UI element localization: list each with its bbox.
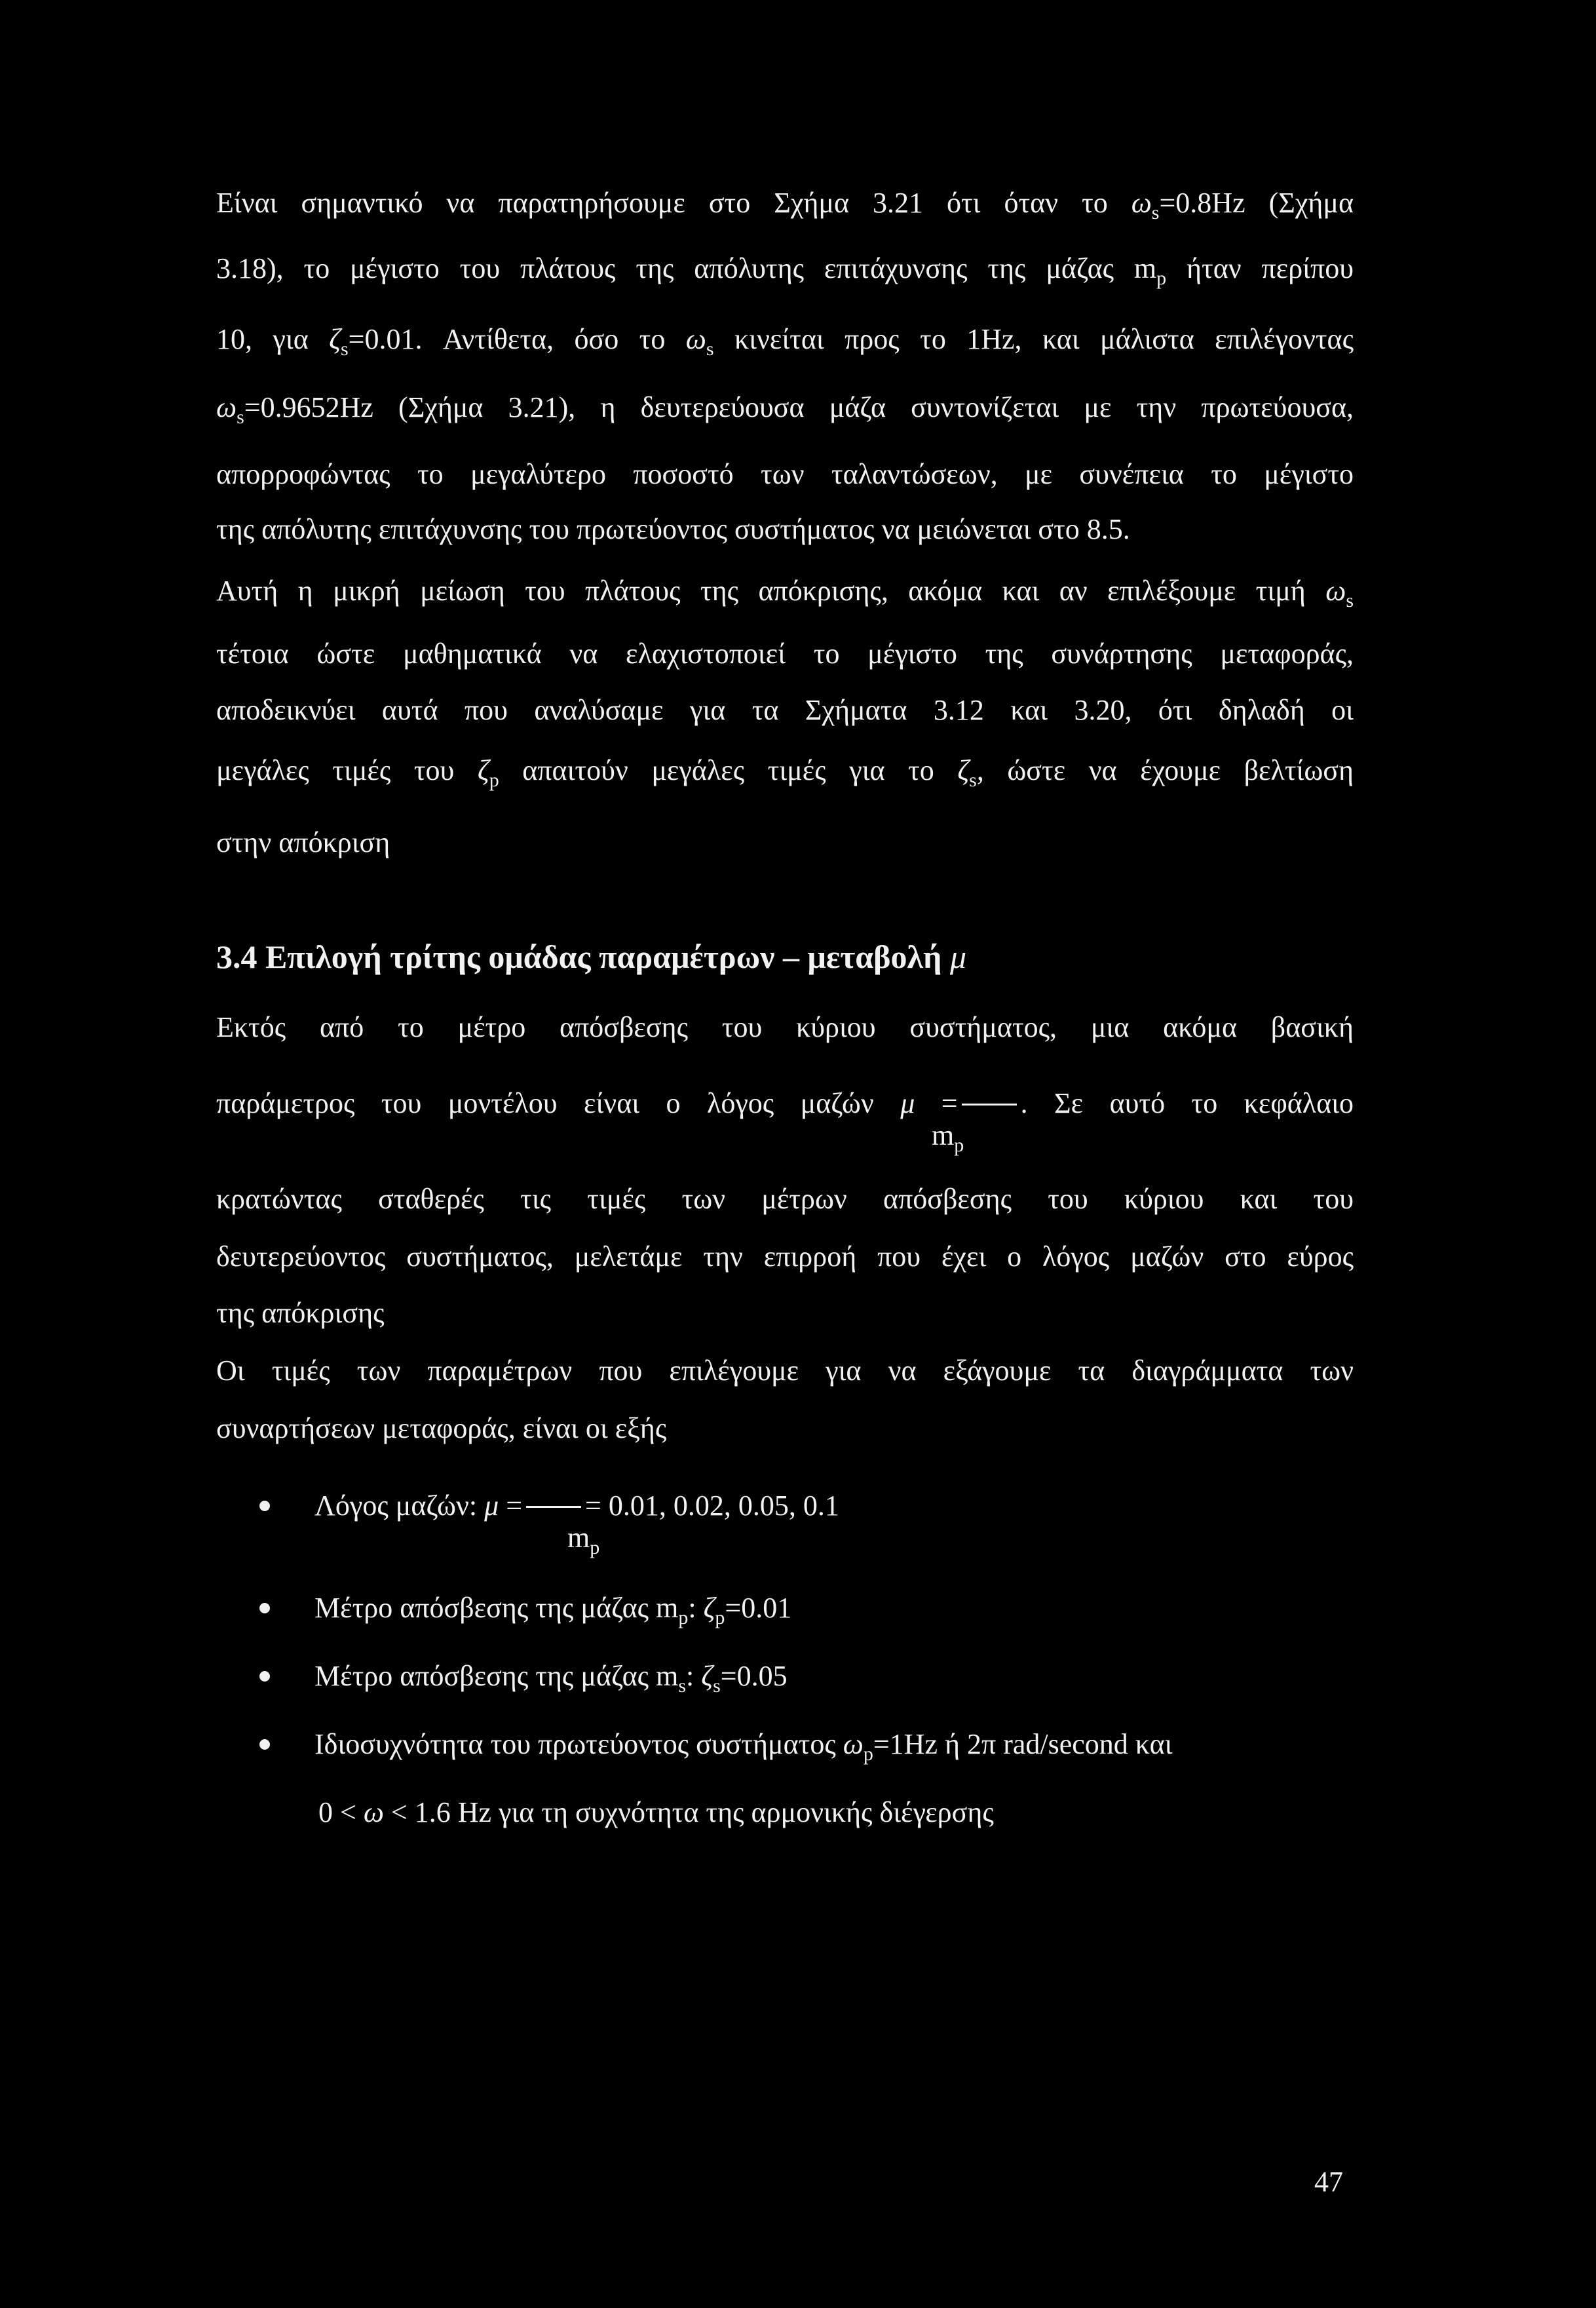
omega-symbol: ω xyxy=(1325,575,1346,607)
text-segment: =0.01. Αντίθετα, όσο το xyxy=(348,323,666,355)
text-segment: : xyxy=(688,1592,696,1624)
text-segment: . Σε αυτό το κεφάλαιο xyxy=(1020,1087,1354,1119)
subscript: s xyxy=(706,338,714,360)
text-segment: , ώστε να έχουμε βελτίωση xyxy=(976,754,1354,786)
text-segment: = 0.01, 0.02, 0.05, 0.1 xyxy=(585,1490,839,1522)
fraction-denominator xyxy=(932,1119,964,1155)
text-segment: κινείται προς το 1Hz, και μάλιστα επιλέγοντας xyxy=(734,323,1354,355)
paragraph-1-line-1 xyxy=(216,183,1354,226)
text-segment: Αυτή η μικρή μείωση του πλάτους της απόκρισης, ακόμα και αν επιλέξουμε τιμή xyxy=(216,575,1306,607)
text-segment: =0.01 xyxy=(725,1592,792,1624)
omega-symbol: ω xyxy=(843,1728,864,1760)
mass-ratio-fraction xyxy=(958,1087,1021,1113)
subscript: p xyxy=(489,769,499,791)
subscript: s xyxy=(340,338,349,360)
subscript: p xyxy=(678,1607,689,1628)
paragraph-1-line-2 xyxy=(216,249,1354,292)
fraction-denominator xyxy=(567,1522,599,1558)
text-segment: 3.18), το μέγιστο του πλάτους της απόλυτης επιτάχυνσης της μάζας m xyxy=(216,252,1157,284)
page-number: 47 xyxy=(1314,2166,1343,2198)
subscript: s xyxy=(1151,202,1160,223)
text-segment: < 1.6 Hz για τη συχνότητα της αρμονικής διέγερσης xyxy=(390,1796,994,1828)
bullet-icon xyxy=(259,1603,270,1613)
text-segment: απαιτούν μεγάλες τιμές για το xyxy=(522,754,934,786)
zeta-symbol: ζ xyxy=(703,1592,715,1624)
paragraph-1-line-10 xyxy=(216,751,1354,794)
mu-symbol: μ xyxy=(949,938,967,975)
zeta-symbol: ζ xyxy=(701,1660,713,1692)
text-segment: μεγάλες τιμές του xyxy=(216,754,455,786)
subscript: s xyxy=(678,1675,687,1697)
text-segment: : xyxy=(686,1660,694,1692)
paragraph-2-line-3: κρατώντας σταθερές τις τιμές των μέτρων απόσβεσης του κύριου και του xyxy=(216,1183,1354,1215)
mu-symbol: μ xyxy=(484,1490,499,1522)
subscript: p xyxy=(715,1607,725,1628)
omega-symbol: ω xyxy=(363,1796,384,1828)
bullet-text xyxy=(314,1725,1172,1767)
bullet-icon xyxy=(259,1501,270,1511)
mu-symbol: μ xyxy=(900,1087,915,1119)
bullet-text xyxy=(314,1486,839,1526)
paragraph-2-line-6: Οι τιμές των παραμέτρων που επιλέγουμε για να εξάγουμε τα διαγράμματα των xyxy=(216,1355,1354,1387)
text-segment: Μέτρο απόσβεσης της μάζας m xyxy=(314,1660,679,1692)
zeta-symbol: ζ xyxy=(957,754,970,786)
text-segment: Λόγος μαζών: xyxy=(314,1490,478,1522)
subscript: p xyxy=(954,1134,964,1156)
section-heading xyxy=(216,936,1354,978)
section-heading-text: 3.4 Επιλογή τρίτης ομάδας παραμέτρων – μεταβολή xyxy=(216,938,942,975)
paragraph-1-line-8: τέτοια ώστε μαθηματικά να ελαχιστοποιεί το μέγιστο της συνάρτησης μεταφοράς, xyxy=(216,638,1354,670)
paragraph-2-line-4: δευτερεύοντος συστήματος, μελετάμε την επιρροή που έχει ο λόγος μαζών στο εύρος xyxy=(216,1241,1354,1273)
denominator-m: m xyxy=(932,1119,955,1151)
bullet-icon xyxy=(259,1739,270,1750)
text-segment: ήταν περίπου xyxy=(1187,252,1354,284)
subscript: s xyxy=(237,406,244,428)
subscript: p xyxy=(863,1743,873,1765)
subscript: s xyxy=(1346,590,1354,611)
text-segment: =0.05 xyxy=(720,1660,788,1692)
mass-ratio-fraction xyxy=(522,1489,585,1515)
paragraph-1-line-3 xyxy=(216,320,1354,362)
fraction-bar xyxy=(962,1104,1017,1106)
text-segment: Είναι σημαντικό να παρατηρήσουμε στο Σχήμα 3.21 ότι όταν το xyxy=(216,187,1108,219)
subscript: p xyxy=(590,1537,600,1558)
text-segment: Ιδιοσυχνότητα του πρωτεύοντος συστήματος xyxy=(314,1728,836,1760)
zeta-symbol: ζ xyxy=(477,754,489,786)
fraction-bar xyxy=(526,1506,581,1508)
text-segment: 10, για xyxy=(216,323,309,355)
text-segment: =0.8Hz (Σχήμα xyxy=(1159,187,1354,219)
paragraph-2-line-7: συναρτήσεων μεταφοράς, είναι οι εξής xyxy=(216,1412,667,1444)
subscript: s xyxy=(713,1675,721,1697)
text-segment: =1Hz ή 2π rad/second και xyxy=(873,1728,1173,1760)
paragraph-2-line-5: της απόκρισης xyxy=(216,1297,385,1329)
paragraph-1-line-6: της απόλυτης επιτάχυνσης του πρωτεύοντος συστήματος να μειώνεται στο 8.5. xyxy=(216,513,1130,545)
paragraph-1-line-11: στην απόκριση xyxy=(216,826,390,858)
paragraph-2-line-2 xyxy=(216,1084,1354,1123)
subscript: s xyxy=(969,769,977,791)
subscript: p xyxy=(1156,267,1167,289)
text-segment: 0 < xyxy=(318,1796,356,1828)
paragraph-2-line-1: Εκτός από το μέτρο απόσβεσης του κύριου συστήματος, μια ακόμα βασική xyxy=(216,1011,1354,1043)
bullet-icon xyxy=(259,1671,270,1682)
paragraph-1-line-4 xyxy=(216,388,1354,431)
text-segment: παράμετρος του μοντέλου είναι ο λόγος μαζών xyxy=(216,1087,874,1119)
denominator-m: m xyxy=(567,1522,590,1554)
omega-symbol: ω xyxy=(1131,187,1152,219)
bullet-text xyxy=(314,1657,788,1699)
equals-sign: = xyxy=(941,1087,958,1119)
bullet-item-frequency-range xyxy=(318,1793,1340,1832)
paragraph-1-line-5: απορροφώντας το μεγαλύτερο ποσοστό των ταλαντώσεων, με συνέπεια το μέγιστο xyxy=(216,458,1354,490)
zeta-symbol: ζ xyxy=(329,323,341,355)
text-segment: Μέτρο απόσβεσης της μάζας m xyxy=(314,1592,679,1624)
text-segment: =0.9652Hz (Σχήμα 3.21), η δευτερεύουσα μάζα συντονίζεται με την πρωτεύουσα, xyxy=(244,391,1354,423)
omega-symbol: ω xyxy=(216,391,237,423)
paragraph-1-line-7 xyxy=(216,571,1354,614)
bullet-text xyxy=(314,1588,791,1631)
paragraph-1-line-9: αποδεικνύει αυτά που αναλύσαμε για τα Σχήματα 3.12 και 3.20, ότι δηλαδή οι xyxy=(216,694,1354,726)
omega-symbol: ω xyxy=(685,323,706,355)
equals-sign: = xyxy=(506,1490,523,1522)
